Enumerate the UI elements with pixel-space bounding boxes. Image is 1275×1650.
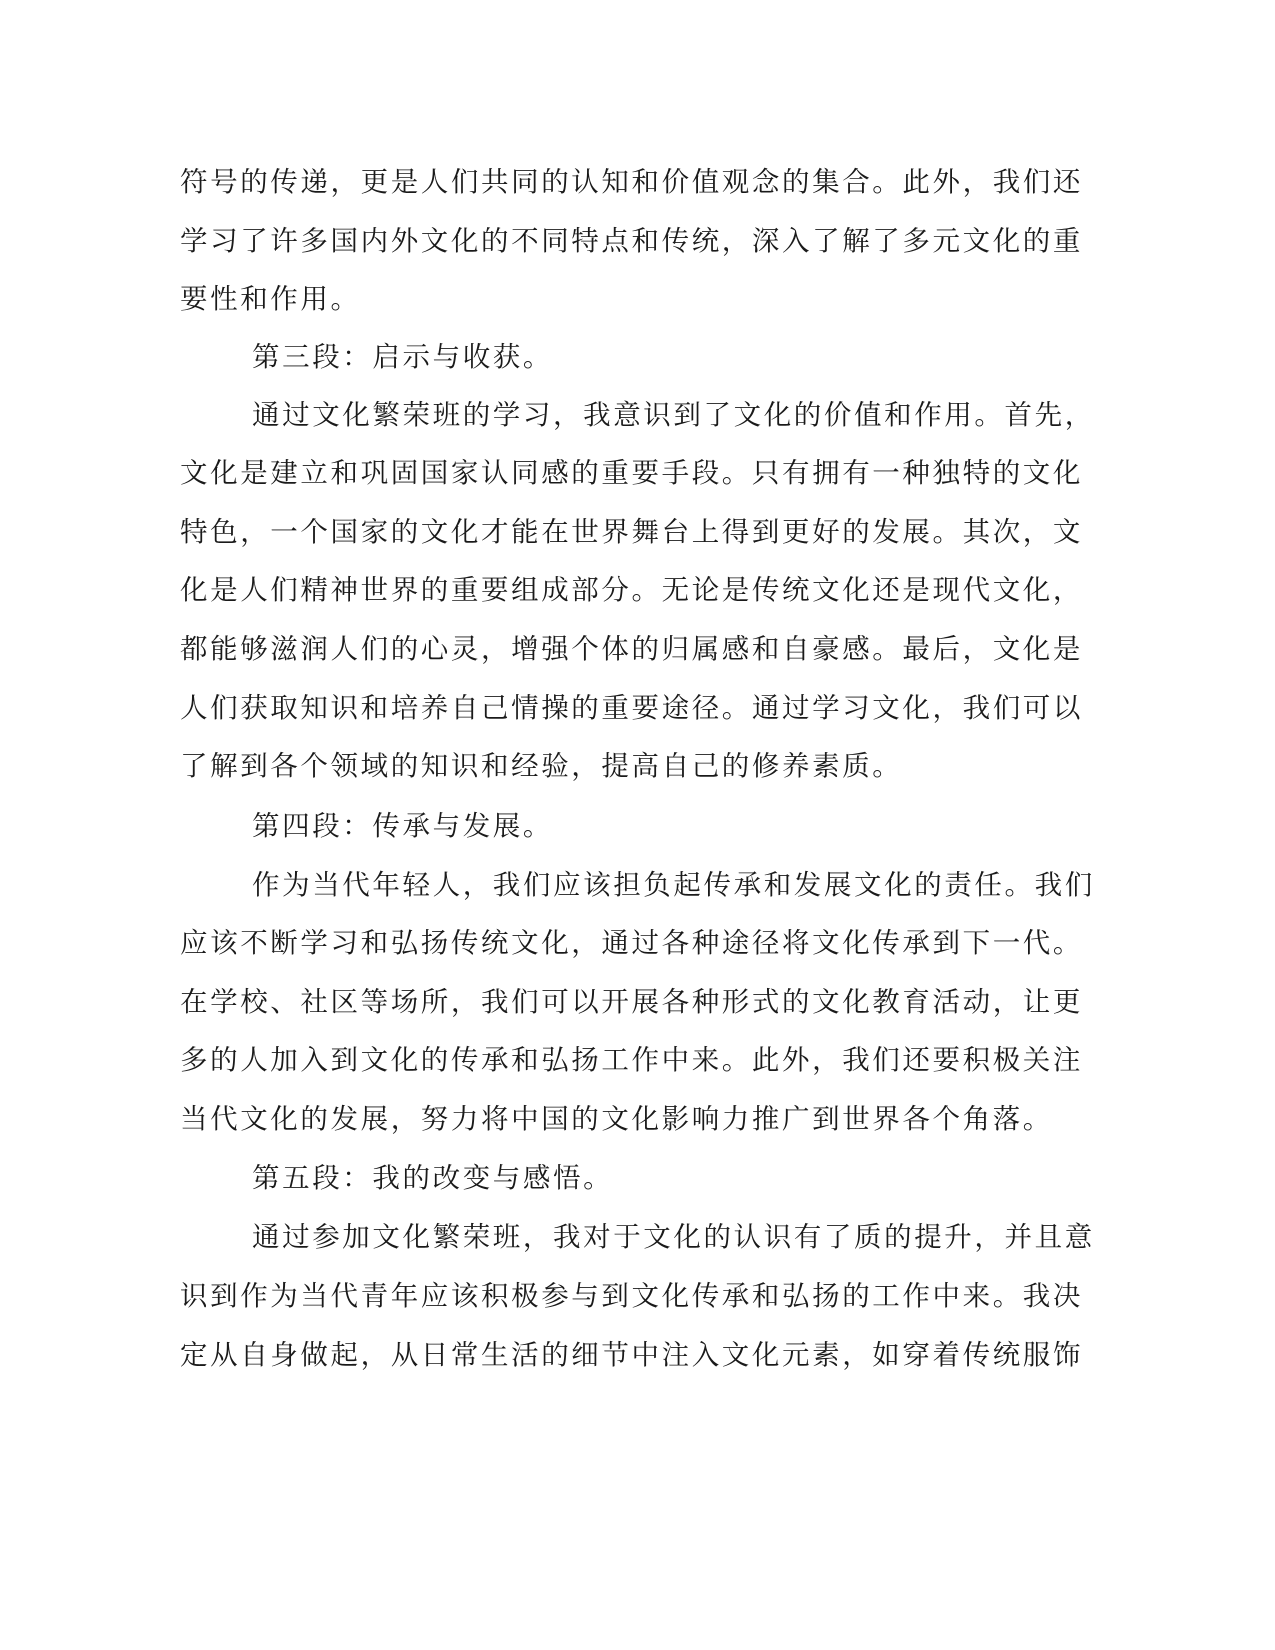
section-heading: 第五段：我的改变与感悟。 <box>252 1162 614 1194</box>
body-text-line: 应该不断学习和弘扬传统文化，通过各种途径将文化传承到下一代。 <box>180 927 1083 959</box>
body-text-line: 当代文化的发展，努力将中国的文化影响力推广到世界各个角落。 <box>180 1103 1053 1135</box>
body-text-line: 都能够滋润人们的心灵，增强个体的归属感和自豪感。最后，文化是 <box>180 633 1083 665</box>
section-heading: 第三段：启示与收获。 <box>252 341 553 373</box>
body-text-line: 通过参加文化繁荣班，我对于文化的认识有了质的提升，并且意 <box>252 1221 1095 1253</box>
body-text-line: 作为当代年轻人，我们应该担负起传承和发展文化的责任。我们 <box>252 869 1095 901</box>
body-text-line: 通过文化繁荣班的学习，我意识到了文化的价值和作用。首先， <box>252 399 1095 431</box>
body-text-line: 多的人加入到文化的传承和弘扬工作中来。此外，我们还要积极关注 <box>180 1044 1083 1076</box>
body-text-line: 在学校、社区等场所，我们可以开展各种形式的文化教育活动，让更 <box>180 986 1083 1018</box>
body-text-line: 要性和作用。 <box>180 283 361 315</box>
body-text-line: 识到作为当代青年应该积极参与到文化传承和弘扬的工作中来。我决 <box>180 1280 1083 1312</box>
body-text-line: 了解到各个领域的知识和经验，提高自己的修养素质。 <box>180 750 903 782</box>
body-text-line: 学习了许多国内外文化的不同特点和传统，深入了解了多元文化的重 <box>180 225 1083 257</box>
body-text-line: 特色，一个国家的文化才能在世界舞台上得到更好的发展。其次，文 <box>180 516 1083 548</box>
section-heading: 第四段：传承与发展。 <box>252 810 553 842</box>
body-text-line: 符号的传递，更是人们共同的认知和价值观念的集合。此外，我们还 <box>180 166 1083 198</box>
body-text-line: 文化是建立和巩固国家认同感的重要手段。只有拥有一种独特的文化 <box>180 457 1083 489</box>
body-text-line: 化是人们精神世界的重要组成部分。无论是传统文化还是现代文化， <box>180 574 1083 606</box>
body-text-line: 人们获取知识和培养自己情操的重要途径。通过学习文化，我们可以 <box>180 692 1083 724</box>
body-text-line: 定从自身做起，从日常生活的细节中注入文化元素，如穿着传统服饰 <box>180 1339 1083 1371</box>
